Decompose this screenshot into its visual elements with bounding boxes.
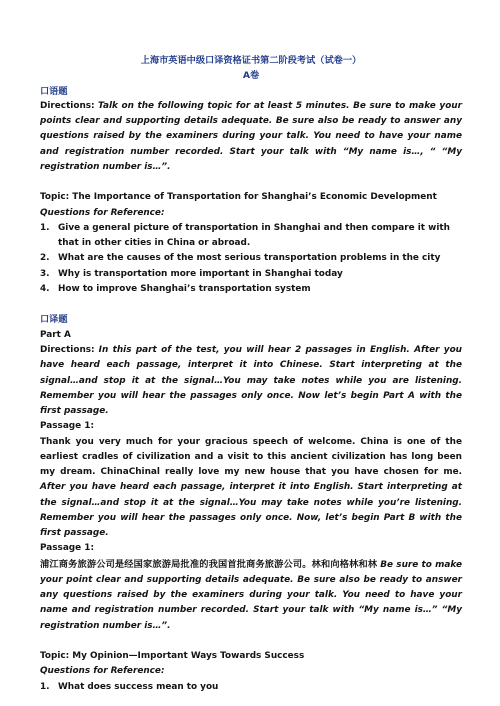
questions-label: Questions for Reference:	[40, 666, 165, 677]
passage-label: Passage 1:	[40, 421, 94, 432]
questions-label: Questions for Reference:	[40, 207, 165, 218]
reference-questions	[40, 680, 462, 695]
speaking-directions	[40, 99, 462, 175]
section-heading-speaking: 口语题	[40, 85, 68, 97]
reference-questions	[40, 221, 462, 297]
directions-label: Directions:	[40, 100, 95, 111]
passage-body-chinese: 浦江商务旅游公司是经国家旅游局批准的我国首批商务旅游公司。林和向格林和林 Be sure to make your point clear and supporting details adequate. Be sure also be ready to answer any questions raised by the examiners during your talk. You need to have your name and registration number recorded. Start your talk with “My name is…” “My registration number is…”.	[40, 558, 463, 631]
speaking-topic: Topic: The Importance of Transportation for Shanghai’s Economic Development	[40, 192, 437, 203]
document-page	[40, 53, 462, 695]
speaking-topic: Topic: My Opinion—Important Ways Towards Success	[40, 651, 305, 662]
list-item: 1. What does success mean to you	[40, 681, 219, 692]
list-item: 4. How to improve Shanghai’s transportation system	[40, 283, 311, 294]
paper-version: A卷	[242, 70, 260, 82]
interpreting-directions: Directions: In this part of the test, you will hear 2 passages in English. After you have heard each passage, interpret it into Chinese. Start interpreting at the signal…and stop it at the signal…You may take notes while you are listening. Remember you will hear the passages only once. Now let’s begin Part A with the first passage.	[40, 345, 462, 417]
part-label: Part A	[40, 329, 71, 340]
passage-label: Passage 1:	[40, 543, 94, 554]
list-item: 2. What are the causes of the most serious transportation problems in the city	[40, 253, 441, 264]
passage-body: Thank you very much for your gracious speech of welcome. China is one of the earliest cradles of civilization and a visit to this ancient civilization has long been my dream. ChinaChinal really love my new house that you have chosen for me. After you have heard each passage, interpret it into English. Start interpreting at the signal…and stop it at the signal…You may take notes while you’re listening. Remember you will hear the passages only once. Now, let’s begin Part B with the first passage.	[40, 436, 462, 539]
spacer	[40, 297, 462, 312]
spacer	[40, 175, 462, 190]
document-title: 上海市英语中级口译资格证书第二阶段考试（试卷一）	[140, 55, 362, 66]
directions-text: Talk on the following topic for at least 5 minutes. Be sure to make your points clear and supporting details adequate. Be sure also be ready to answer any questions raised by the examiners during your talk. You need to have your name and registration number recorded. Start your talk with “My name is…, “ “My registration number is…”.	[40, 100, 463, 172]
list-item: 1. Give a general picture of transportation in Shanghai and then compare it with that in other cities in China or abroad.	[40, 222, 450, 249]
section-heading-interpreting: 口译题	[40, 314, 68, 326]
spacer	[40, 634, 462, 649]
list-item: 3. Why is transportation more important in Shanghai today	[40, 268, 343, 279]
